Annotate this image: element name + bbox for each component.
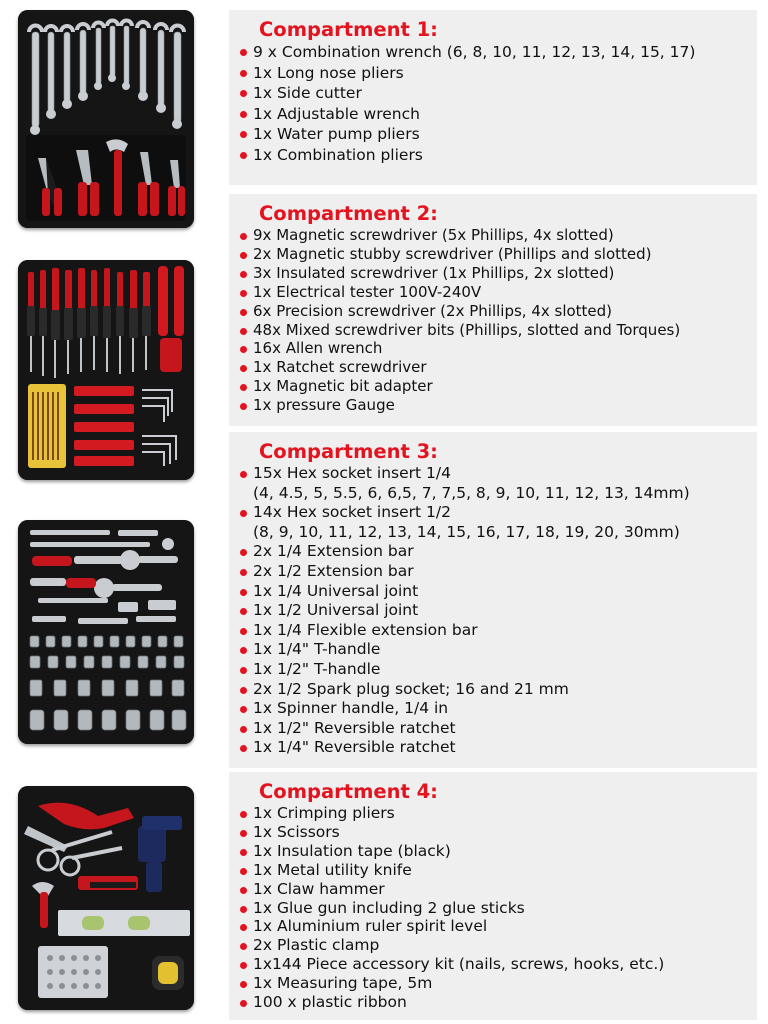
bullet-icon	[240, 830, 247, 837]
compartment-1-section	[0, 0, 768, 190]
bullet-icon	[240, 924, 247, 931]
compartment-1-panel	[229, 10, 757, 185]
list-item: 1x Water pump pliers	[239, 124, 757, 145]
list-item: 1x Scissors	[239, 823, 757, 842]
bullet-icon	[240, 510, 247, 517]
compartment-3-heading: Compartment 3:	[259, 440, 438, 463]
compartment-3-panel	[229, 432, 757, 768]
list-item: 1x Electrical tester 100V-240V	[239, 283, 757, 302]
bullet-icon	[240, 849, 247, 856]
list-item: 3x Insulated screwdriver (1x Phillips, 2x slotted)	[239, 264, 757, 283]
compartment-4-section	[0, 772, 768, 1022]
bullet-icon	[240, 309, 247, 316]
bullet-icon	[240, 868, 247, 875]
list-item: 1x Measuring tape, 5m	[239, 974, 757, 993]
bullet-icon	[240, 271, 247, 278]
bullet-icon	[240, 569, 247, 576]
item-detail: (4, 4.5, 5, 5.5, 6, 6,5, 7, 7,5, 8, 9, 10, 11, 12, 13, 14mm)	[253, 483, 690, 502]
list-item: 1x 1/4" T-handle	[239, 640, 757, 660]
bullet-icon	[240, 152, 247, 159]
list-item: 1x Adjustable wrench	[239, 104, 757, 125]
bullet-icon	[240, 687, 247, 694]
bullet-icon	[240, 233, 247, 240]
list-item: 1x pressure Gauge	[239, 396, 757, 415]
compartment-3-section	[0, 432, 768, 768]
list-item: 1x 1/4 Universal joint	[239, 582, 757, 602]
compartment-4-list	[239, 804, 757, 1012]
bullet-icon	[240, 667, 247, 674]
bullet-icon	[240, 365, 247, 372]
bullet-icon	[240, 384, 247, 391]
list-item: 48x Mixed screwdriver bits (Phillips, slotted and Torques)	[239, 321, 757, 340]
compartment-4-tray-image	[18, 786, 194, 1010]
bullet-icon	[240, 70, 247, 77]
list-item: 2x 1/4 Extension bar	[239, 542, 757, 562]
bullet-icon	[240, 346, 247, 353]
bullet-icon	[240, 981, 247, 988]
bullet-icon	[240, 589, 247, 596]
list-item: 16x Allen wrench	[239, 339, 757, 358]
bullet-icon	[240, 726, 247, 733]
list-item: 9x Magnetic screwdriver (5x Phillips, 4x slotted)	[239, 226, 757, 245]
list-item: 1x Insulation tape (black)	[239, 842, 757, 861]
bullet-icon	[240, 90, 247, 97]
bullet-icon	[240, 549, 247, 556]
list-item: 2x 1/2 Spark plug socket; 16 and 21 mm	[239, 680, 757, 700]
item-detail: (8, 9, 10, 11, 12, 13, 14, 15, 16, 17, 18, 19, 20, 30mm)	[253, 522, 680, 541]
bullet-icon	[240, 1000, 247, 1007]
compartment-2-list	[239, 226, 757, 415]
bullet-icon	[240, 608, 247, 615]
list-item: 1x Ratchet screwdriver	[239, 358, 757, 377]
bullet-icon	[240, 111, 247, 118]
list-item: 9 x Combination wrench (6, 8, 10, 11, 12, 13, 14, 15, 17)	[239, 42, 757, 63]
compartment-3-list	[239, 464, 757, 758]
bullet-icon	[240, 887, 247, 894]
bullet-icon	[240, 706, 247, 713]
bullet-icon	[240, 647, 247, 654]
compartment-1-list	[239, 42, 757, 165]
list-item: 2x 1/2 Extension bar	[239, 562, 757, 582]
compartment-1-heading: Compartment 1:	[259, 18, 438, 41]
compartment-2-heading: Compartment 2:	[259, 202, 438, 225]
list-item: 1x Metal utility knife	[239, 861, 757, 880]
list-item: 1x Combination pliers	[239, 145, 757, 166]
bullet-icon	[240, 328, 247, 335]
list-item: 100 x plastic ribbon	[239, 993, 757, 1012]
list-item: 2x Plastic clamp	[239, 936, 757, 955]
list-item: 15x Hex socket insert 1/4 (4, 4.5, 5, 5.5, 6, 6,5, 7, 7,5, 8, 9, 10, 11, 12, 13, 14mm)	[239, 464, 757, 503]
compartment-3-tray-image	[18, 520, 194, 744]
list-item: 1x Spinner handle, 1/4 in	[239, 699, 757, 719]
bullet-icon	[240, 403, 247, 410]
list-item: 14x Hex socket insert 1/2 (8, 9, 10, 11, 12, 13, 14, 15, 16, 17, 18, 19, 20, 30mm)	[239, 503, 757, 542]
bullet-icon	[240, 252, 247, 259]
bullet-icon	[240, 811, 247, 818]
list-item: 1x 1/4 Flexible extension bar	[239, 621, 757, 641]
list-item: 6x Precision screwdriver (2x Phillips, 4x slotted)	[239, 302, 757, 321]
list-item: 1x Long nose pliers	[239, 63, 757, 84]
list-item: 1x Claw hammer	[239, 880, 757, 899]
list-item: 1x 1/2" Reversible ratchet	[239, 719, 757, 739]
list-item: 1x Crimping pliers	[239, 804, 757, 823]
list-item: 1x 1/2" T-handle	[239, 660, 757, 680]
bullet-icon	[240, 290, 247, 297]
list-item: 1x Side cutter	[239, 83, 757, 104]
list-item: 1x Glue gun including 2 glue sticks	[239, 899, 757, 918]
compartment-2-panel	[229, 194, 757, 426]
bullet-icon	[240, 471, 247, 478]
compartment-4-heading: Compartment 4:	[259, 780, 438, 803]
bullet-icon	[240, 131, 247, 138]
bullet-icon	[240, 49, 247, 56]
compartment-4-panel	[229, 772, 757, 1020]
list-item: 2x Magnetic stubby screwdriver (Phillips and slotted)	[239, 245, 757, 264]
bullet-icon	[240, 628, 247, 635]
bullet-icon	[240, 943, 247, 950]
bullet-icon	[240, 745, 247, 752]
list-item: 1x Aluminium ruler spirit level	[239, 917, 757, 936]
compartment-2-section	[0, 194, 768, 428]
list-item: 1x 1/4" Reversible ratchet	[239, 738, 757, 758]
list-item: 1x 1/2 Universal joint	[239, 601, 757, 621]
bullet-icon	[240, 906, 247, 913]
list-item: 1x Magnetic bit adapter	[239, 377, 757, 396]
list-item: 1x144 Piece accessory kit (nails, screws, hooks, etc.)	[239, 955, 757, 974]
bullet-icon	[240, 962, 247, 969]
